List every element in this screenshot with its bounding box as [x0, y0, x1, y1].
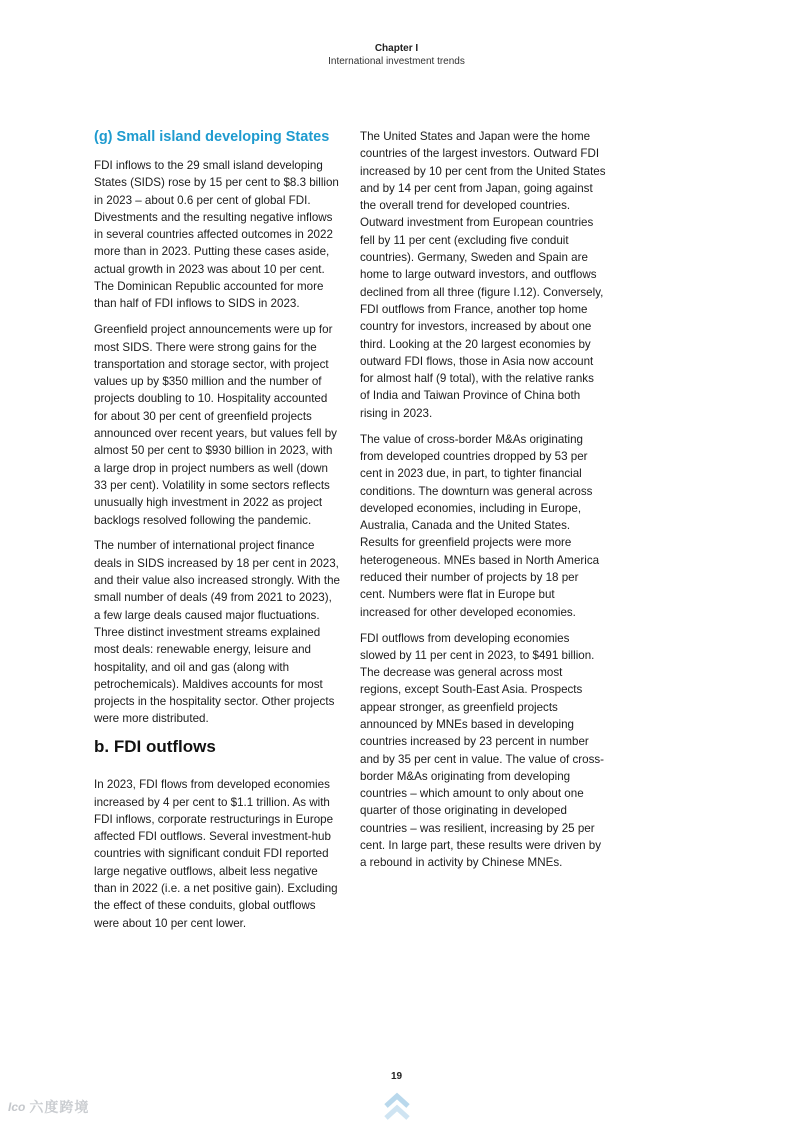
paragraph: The number of international project finance deals in SIDS increased by 18 per cent in 2023, and their value also increased strongly. With the small number of deals (49 from 2021 to 2023), a few large deals caused major fluctuations. Three distinct investment streams explained most deals: renewable energy, leisure and hospitality, and oil and gas (along with petrochemicals). Maldives accounts for most projects in the hospitality sector. Other projects were more distributed.: [94, 539, 340, 726]
watermark: [8, 1097, 89, 1117]
section-b-title: b. FDI outflows: [94, 737, 216, 757]
paragraph: The United States and Japan were the home countries of the largest investors. Outward FDI increased by 10 per cent from the United States and by 14 per cent from Japan, going against the overall trend for developed countries. Outward investment from European countries fell by 11 per cent (excluding five conduit countries). Germany, Sweden and Spain are home to large outward investors, and outflows declined from all three (figure I.12). Conversely, FDI outflows from France, another top home country for investors, increased by about one third. Looking at the 20 largest economies by outward FDI flows, those in Asia now account for almost half (9 total), with the relative ranks of India and Taiwan Province of China both rising in 2023.: [360, 130, 606, 420]
chapter-subtitle: International investment trends: [328, 56, 465, 67]
section-g-title: (g) Small island developing States: [94, 129, 330, 145]
page-number: 19: [390, 1071, 403, 1082]
right-column: [360, 128, 606, 880]
paragraph: FDI inflows to the 29 small island developing States (SIDS) rose by 15 per cent to $8.3 billion in 2023 – about 0.6 per cent of global FDI. Divestments and the resulting negative inflows in several countries affected outcomes in 2022 more than in 2023. Putting these cases aside, actual growth in 2023 was about 10 per cent. The Dominican Republic accounted for more than half of FDI inflows to SIDS in 2023.: [94, 159, 339, 311]
paragraph: In 2023, FDI flows from developed economies increased by 4 per cent to $1.1 trillion. As with FDI inflows, corporate restructurings in Europe affected FDI outflows. Several investment-hub countries with significant conduit FDI reported large negative outflows, albeit less negative than in 2022 (i.e. a net positive gain). Excluding the effect of these conduits, global outflows were about 10 per cent lower.: [94, 778, 338, 930]
paragraph: The value of cross-border M&As originating from developed countries dropped by 53 per cent in 2023 due, in part, to tighter financial conditions. The downturn was general across developed economies, including in Europe, Australia, Canada and the United States. Results for greenfield projects were more heterogeneous. MNEs based in North America reduced their number of projects by 18 per cent. Numbers were flat in Europe but increased for other developed economies.: [360, 432, 600, 619]
watermark-logo: Ico: [8, 1100, 26, 1114]
page-header: [0, 43, 793, 68]
chevron-up-icon[interactable]: [383, 1092, 411, 1122]
paragraph: FDI outflows from developing economies slowed by 11 per cent in 2023, to $491 billion. The decrease was general across most regions, except South-East Asia. Prospects appear stronger, as greenfield projects announced by MNEs based in developing countries increased by 23 percent in number and by 35 per cent in value. The value of cross-border M&As originating from developing countries – which amount to only about one quarter of those originating in developed countries – was resilient, increasing by 25 per cent. In large part, these results were driven by a rebound in activity by Chinese MNEs.: [360, 631, 605, 870]
left-column: [94, 128, 340, 941]
chapter-label: Chapter I: [374, 43, 419, 54]
paragraph: Greenfield project announcements were up for most SIDS. There were strong gains for the transportation and storage sector, with project values up by $350 million and the number of projects doubling to 10. Hospitality accounted for about 30 per cent of greenfield projects announced over recent years, but values fell by almost 50 per cent to $930 billion in 2023, with a large drop in project numbers as well (down 33 per cent). Volatility in some sectors reflects unusually high investment in 2022 as project backlogs resolved following the pandemic.: [94, 323, 337, 527]
watermark-text: 六度跨境: [29, 1099, 90, 1115]
